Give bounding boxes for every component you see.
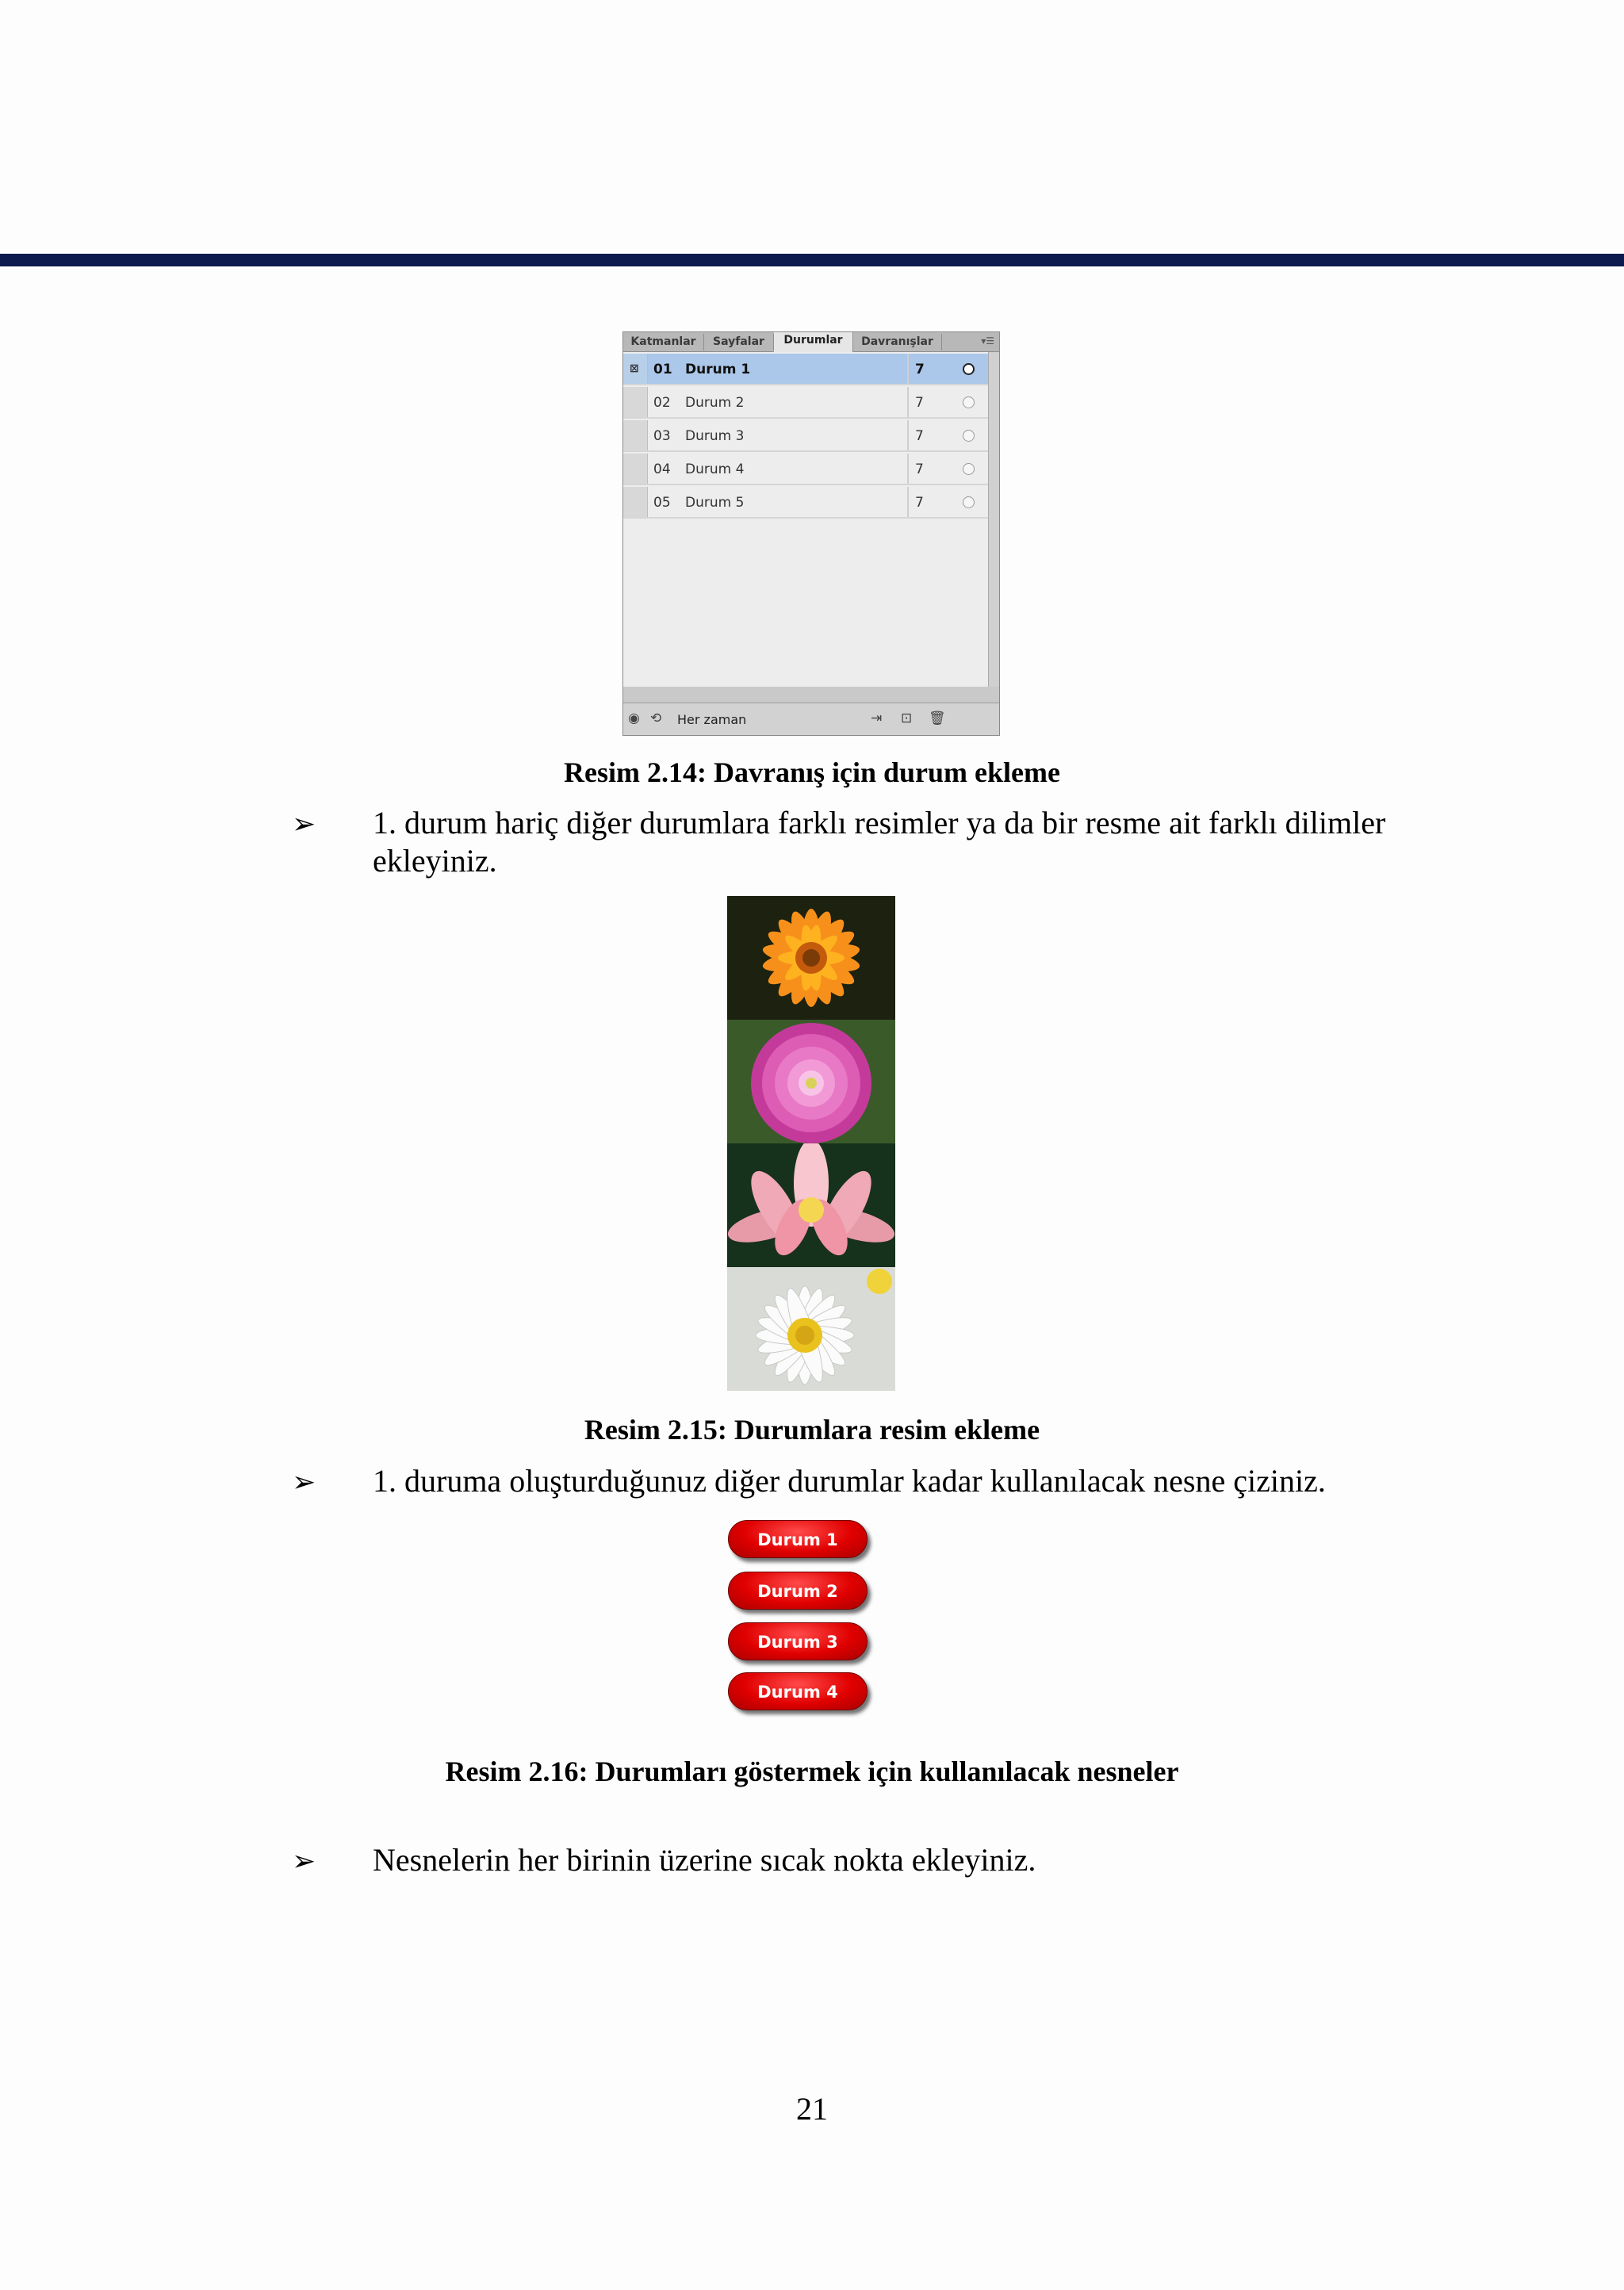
page-number: 21 — [796, 2091, 828, 2127]
panel-scrollbar[interactable] — [988, 352, 999, 687]
state-name: Durum 4 — [685, 461, 745, 477]
state-delay: 7 — [915, 461, 924, 477]
tab-katmanlar[interactable]: Katmanlar — [623, 334, 704, 350]
state-name: Durum 2 — [685, 395, 745, 411]
figure-caption: Resim 2.15: Durumlara resim ekleme — [584, 1414, 1040, 1446]
state-button-4[interactable]: Durum 4 — [728, 1672, 868, 1710]
figure-caption: Resim 2.14: Davranış için durum ekleme — [564, 756, 1060, 788]
state-button-2[interactable]: Durum 2 — [728, 1572, 868, 1610]
states-panel — [622, 331, 1000, 736]
figure-caption: Resim 2.16: Durumları göstermek için kullanılacak nesneler — [445, 1756, 1179, 1787]
bullet-text: 1. duruma oluşturduğunuz diğer durumlar kadar kullanılacak nesne çiziniz. — [373, 1463, 1326, 1499]
state-number: 02 — [653, 395, 671, 411]
state-visibility-radio[interactable] — [963, 363, 975, 375]
flower-strip — [727, 896, 895, 1392]
state-row[interactable] — [623, 387, 988, 419]
trash-icon[interactable]: 🗑 — [929, 710, 946, 726]
state-visibility-radio[interactable] — [963, 430, 975, 442]
bullet-arrow-icon: ➢ — [292, 1845, 316, 1877]
onion-skin-icon[interactable]: ◉ — [628, 710, 640, 726]
state-button-1[interactable]: Durum 1 — [728, 1520, 868, 1558]
panel-tabs — [623, 332, 999, 352]
state-name: Durum 5 — [685, 495, 745, 511]
state-number: 05 — [653, 495, 671, 511]
tab-davranislar[interactable]: Davranışlar — [853, 334, 942, 350]
loop-icon[interactable]: ⟲ — [650, 710, 662, 726]
state-delay: 7 — [915, 362, 925, 377]
state-number: 01 — [653, 362, 672, 377]
state-visibility-radio[interactable] — [963, 496, 975, 508]
new-state-icon[interactable]: ⊡ — [901, 710, 913, 726]
panel-menu-icon[interactable]: ▾☰ — [981, 335, 994, 347]
state-delay: 7 — [915, 495, 924, 511]
bullet-arrow-icon: ➢ — [292, 808, 316, 840]
state-row[interactable] — [623, 354, 988, 385]
state-selected-icon: ⊠ — [630, 362, 639, 375]
header-rule — [0, 254, 1624, 266]
state-visibility-radio[interactable] — [963, 463, 975, 475]
state-row[interactable] — [623, 420, 988, 452]
state-visibility-radio[interactable] — [963, 396, 975, 408]
white-daisy-image — [727, 1267, 895, 1391]
pink-lotus-image — [727, 1143, 895, 1267]
pink-dahlia-image — [727, 1020, 895, 1143]
distribute-to-states-icon[interactable]: ⇥ — [871, 710, 883, 726]
state-number: 04 — [653, 461, 671, 477]
bullet-text: 1. durum hariç diğer durumlara farklı resimler ya da bir resme ait farklı dilimler ekleyiniz. — [373, 805, 1386, 879]
loop-label[interactable]: Her zaman — [677, 712, 747, 727]
state-delay: 7 — [915, 428, 924, 444]
state-name: Durum 3 — [685, 428, 745, 444]
bullet-arrow-icon: ➢ — [292, 1466, 316, 1498]
orange-flower-image — [727, 896, 895, 1020]
tab-durumlar[interactable]: Durumlar — [774, 332, 853, 352]
state-button-3[interactable]: Durum 3 — [728, 1622, 868, 1660]
tab-sayfalar[interactable]: Sayfalar — [704, 334, 774, 350]
states-list — [623, 352, 988, 687]
state-delay: 7 — [915, 395, 924, 411]
state-name: Durum 1 — [685, 362, 751, 377]
state-number: 03 — [653, 428, 671, 444]
bullet-text: Nesnelerin her birinin üzerine sıcak nokta ekleyiniz. — [373, 1842, 1036, 1878]
state-row[interactable] — [623, 454, 988, 485]
panel-footer — [623, 703, 999, 735]
state-row[interactable] — [623, 487, 988, 519]
